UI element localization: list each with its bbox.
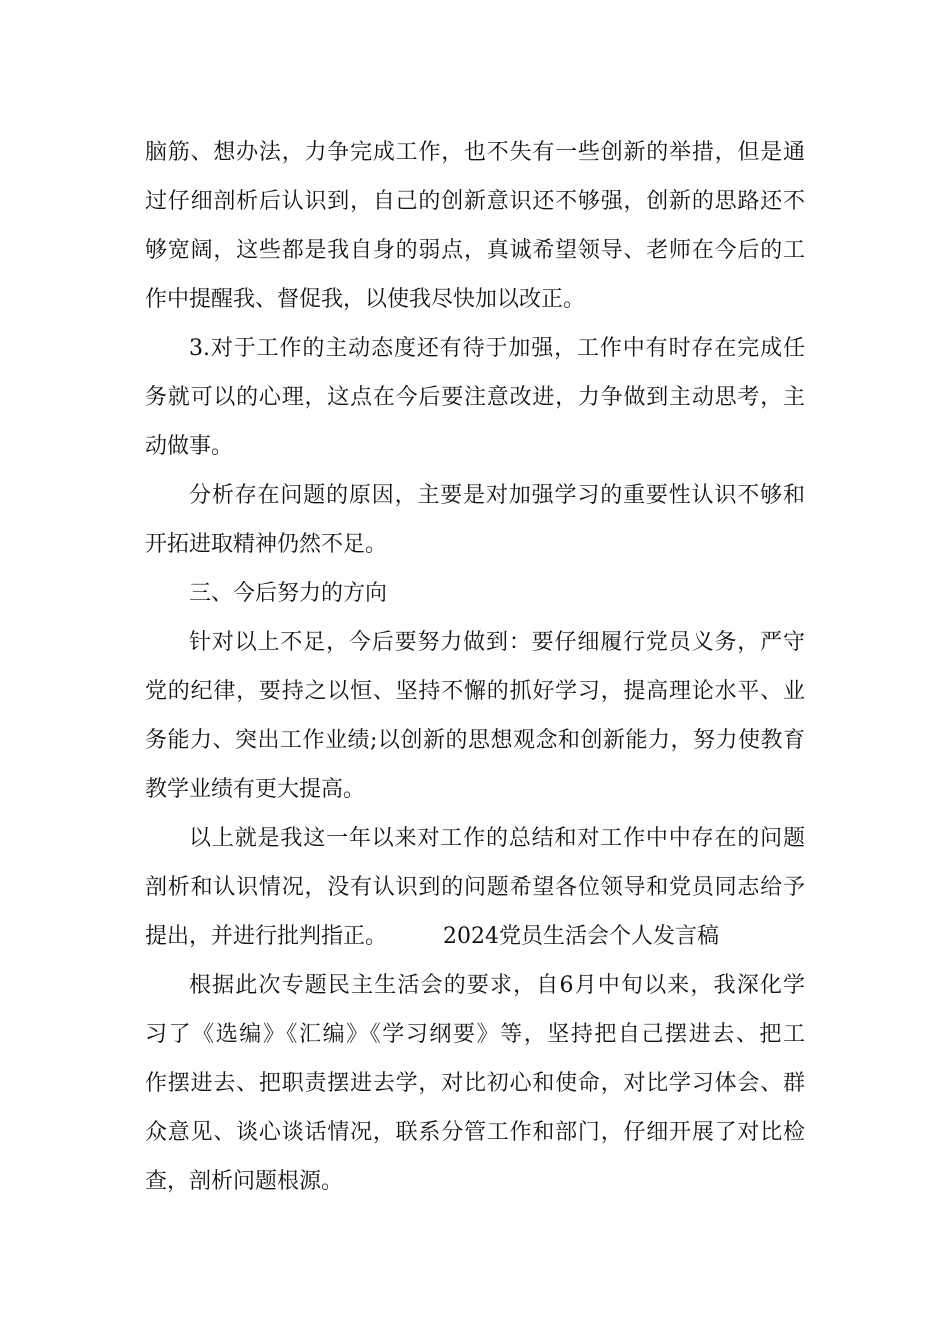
section-heading: 三、今后努力的方向 (189, 581, 388, 606)
text-line: 党的纪律，要持之以恒、坚持不懈的抓好学习，提高理论水平、业 (145, 679, 805, 704)
text-line: 够宽阔，这些都是我自身的弱点，真诚希望领导、老师在今后的工 (145, 238, 805, 263)
text-line: 分析存在问题的原因，主要是对加强学习的重要性认识不够和 (189, 483, 805, 508)
text-line: 习了《选编》《汇编》《学习纲要》等，坚持把自己摆进去、把工 (145, 1022, 805, 1047)
text-line: 作中提醒我、督促我，以使我尽快加以改正。 (145, 287, 586, 312)
inline-document-title: 2024党员生活会个人发言稿 (443, 924, 720, 949)
document-body (145, 128, 805, 1206)
text-line: 动做事。 (145, 434, 234, 459)
text-line: 过仔细剖析后认识到，自己的创新意识还不够强，创新的思路还不 (145, 189, 805, 214)
text-line: 剖析和认识情况，没有认识到的问题希望各位领导和党员同志给予 (145, 875, 805, 900)
text-line-with-title (145, 912, 805, 961)
text-line: 根据此次专题民主生活会的要求，自6月中旬以来，我深化学 (189, 973, 805, 998)
text-line: 查，剖析问题根源。 (145, 1169, 344, 1194)
text-line: 众意见、谈心谈话情况，联系分管工作和部门，仔细开展了对比检 (145, 1120, 805, 1145)
text-line: 教学业绩有更大提高。 (145, 777, 366, 802)
text-line: 脑筋、想办法，力争完成工作，也不失有一些创新的举措，但是通 (145, 140, 805, 165)
text-line: 3.对于工作的主动态度还有待于加强，工作中有时存在完成任 (189, 336, 805, 361)
text-line: 作摆进去、把职责摆进去学，对比初心和使命，对比学习体会、群 (145, 1071, 805, 1096)
text-line: 开拓进取精神仍然不足。 (145, 532, 388, 557)
text-line: 以上就是我这一年以来对工作的总结和对工作中中存在的问题 (189, 826, 805, 851)
text-segment: 提出，并进行批判指正。 (145, 924, 388, 949)
text-line: 针对以上不足，今后要努力做到：要仔细履行党员义务，严守 (189, 630, 805, 655)
text-line: 务能力、突出工作业绩;以创新的思想观念和创新能力，努力使教育 (145, 728, 805, 753)
text-line: 务就可以的心理，这点在今后要注意改进，力争做到主动思考，主 (145, 385, 805, 410)
